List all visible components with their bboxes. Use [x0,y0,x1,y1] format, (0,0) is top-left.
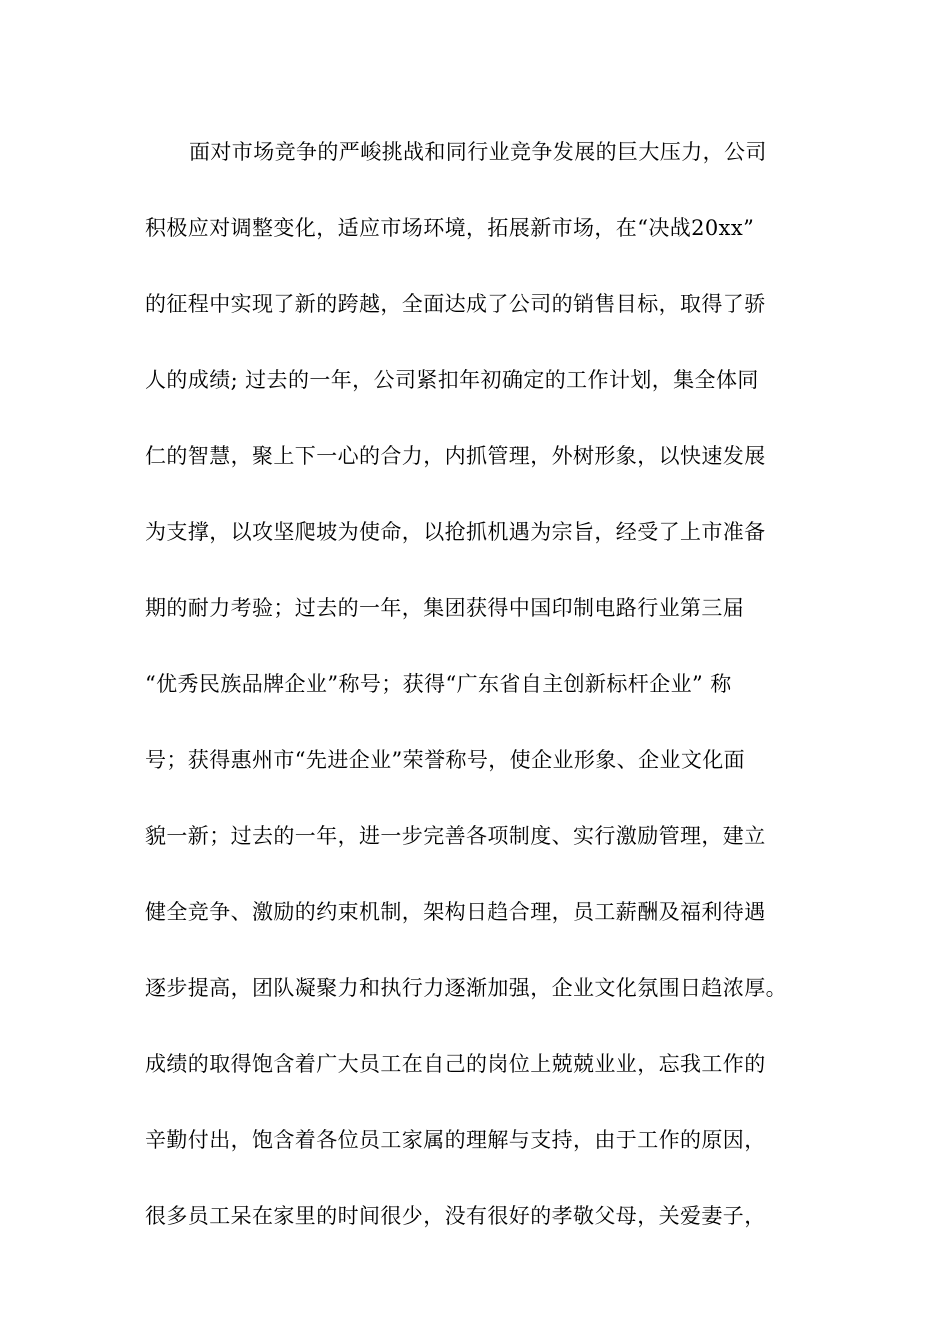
text-line-8: “优秀民族品牌企业”称号；获得“广东省自主创新标杆企业” 称 [145,672,732,696]
text-line-13: 成绩的取得饱含着广大员工在自己的岗位上兢兢业业，忘我工作的 [145,1052,766,1076]
text-line-12: 逐步提高，团队凝聚力和执行力逐渐加强，企业文化氛围日趋浓厚。 [145,976,787,1000]
body-paragraph [145,130,865,1270]
text-line-6: 为支撑，以攻坚爬坡为使命，以抢抓机遇为宗旨，经受了上市准备 [145,520,766,544]
text-line-4: 人的成绩; 过去的一年，公司紧扣年初确定的工作计划，集全体同 [145,368,759,392]
text-line-14: 辛勤付出，饱含着各位员工家属的理解与支持，由于工作的原因， [145,1128,766,1152]
text-line-5: 仁的智慧，聚上下一心的合力，内抓管理，外树形象，以快速发展 [145,444,766,468]
text-line-7: 期的耐力考验；过去的一年，集团获得中国印制电路行业第三届 [145,596,745,620]
text-line-11: 健全竞争、激励的约束机制，架构日趋合理，员工薪酬及福利待遇 [145,900,766,924]
text-line-15: 很多员工呆在家里的时间很少，没有很好的孝敬父母，关爱妻子， [145,1204,766,1228]
text-line-9: 号；获得惠州市“先进企业”荣誉称号，使企业形象、企业文化面 [145,748,746,772]
text-line-1: 面对市场竞争的严峻挑战和同行业竞争发展的巨大压力，公司 [189,140,767,164]
text-line-10: 貌一新；过去的一年，进一步完善各项制度、实行激励管理，建立 [145,824,766,848]
text-line-2: 积极应对调整变化，适应市场环境，拓展新市场，在“决战20xx” [145,216,755,240]
text-line-3: 的征程中实现了新的跨越，全面达成了公司的销售目标，取得了骄 [145,292,766,316]
